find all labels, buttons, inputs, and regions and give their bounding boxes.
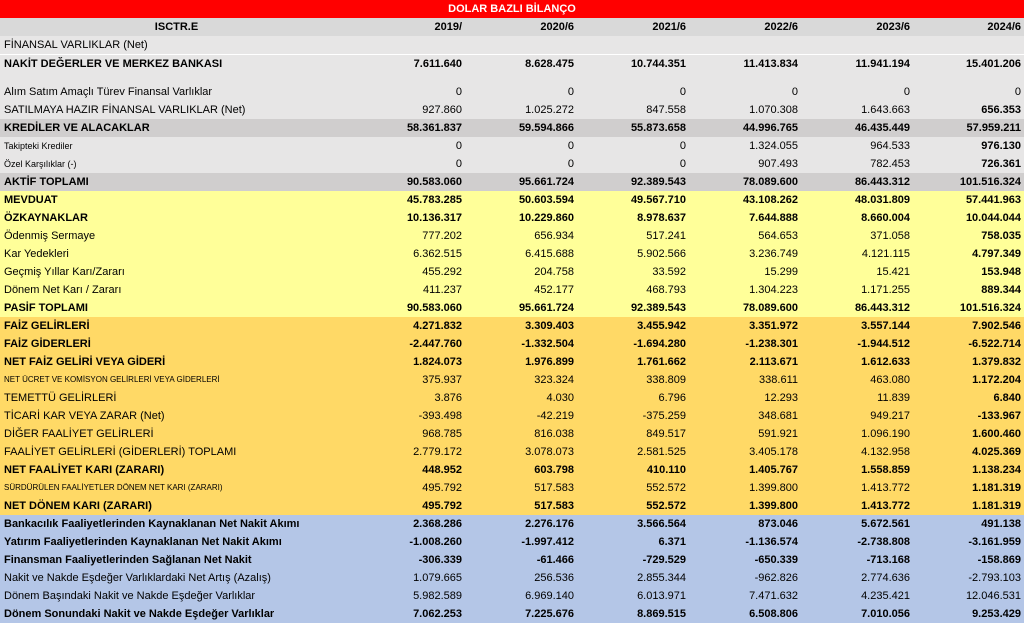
value-cell: 6.796: [658, 392, 686, 404]
value-cell: 1.181.319: [972, 482, 1021, 494]
table-row: [0, 281, 1024, 299]
row-label: Alım Satım Amaçlı Türev Finansal Varlıklar: [4, 86, 213, 98]
value-cell: [463, 36, 574, 54]
row-label: AKTİF TOPLAMI: [4, 176, 89, 188]
table-row: [0, 443, 1024, 461]
value-cell: 12.293: [764, 392, 798, 404]
value-cell: -2.793.103: [968, 572, 1021, 584]
value-cell: 6.362.515: [413, 248, 462, 260]
table-row: [0, 425, 1024, 443]
value-cell: 10.136.317: [406, 212, 462, 224]
value-cell: 2.113.671: [749, 356, 798, 368]
value-cell: 57.959.211: [966, 122, 1021, 134]
row-label: NET DÖNEM KARI (ZARARI): [4, 500, 152, 512]
value-cell: 1.761.662: [637, 356, 686, 368]
value-cell: 1.025.272: [525, 104, 574, 116]
value-cell: 495.792: [422, 482, 462, 494]
value-cell: 410.110: [646, 464, 686, 476]
value-cell: 847.558: [646, 104, 686, 116]
value-cell: 90.583.060: [406, 176, 462, 188]
value-cell: 517.583: [534, 500, 574, 512]
value-cell: 495.792: [422, 500, 462, 512]
value-cell: -1.238.301: [745, 338, 798, 350]
value-cell: -306.339: [418, 554, 462, 566]
value-cell: 338.611: [759, 374, 798, 386]
value-cell: 6.371: [658, 536, 686, 548]
table-row: [0, 155, 1024, 173]
table-row: [0, 137, 1024, 155]
row-label: Takipteki Krediler: [4, 141, 73, 151]
value-cell: 10.229.860: [518, 212, 574, 224]
value-cell: -650.339: [754, 554, 798, 566]
value-cell: 1.413.772: [861, 500, 910, 512]
value-cell: 7.062.253: [413, 608, 462, 620]
value-cell: 591.921: [758, 428, 798, 440]
value-cell: 1.172.204: [972, 374, 1021, 386]
row-label: SATILMAYA HAZIR FİNANSAL VARLIKLAR (Net): [4, 104, 246, 116]
value-cell: -1.136.574: [745, 536, 798, 548]
table-row: [0, 551, 1024, 569]
table-row: [0, 389, 1024, 407]
value-cell: 968.785: [422, 428, 462, 440]
row-label: NET FAALİYET KARI (ZARARI): [4, 464, 165, 476]
value-cell: -1.997.412: [521, 536, 574, 548]
value-cell: -158.869: [977, 554, 1021, 566]
value-cell: 1.976.899: [525, 356, 574, 368]
value-cell: -61.466: [536, 554, 574, 566]
table-row: [0, 36, 1024, 54]
value-cell: 78.089.600: [742, 176, 798, 188]
value-cell: 976.130: [981, 140, 1021, 152]
table-row: [0, 605, 1024, 623]
row-label: NET ÜCRET VE KOMİSYON GELİRLERİ VEYA GİDERLERİ: [4, 375, 220, 384]
value-cell: 12.046.531: [965, 590, 1021, 602]
table-row: [0, 101, 1024, 119]
value-cell: 92.389.543: [630, 302, 686, 314]
value-cell: 10.044.044: [965, 212, 1021, 224]
row-label: [4, 73, 349, 83]
year-header: 2023/6: [876, 21, 910, 33]
value-cell: 55.873.658: [630, 122, 686, 134]
value-cell: 6.508.806: [749, 608, 798, 620]
value-cell: 101.516.324: [959, 302, 1021, 314]
table-row: [0, 209, 1024, 227]
value-cell: 48.031.809: [854, 194, 910, 206]
value-cell: 5.672.561: [861, 518, 910, 530]
value-cell: 0: [679, 86, 686, 98]
value-cell: 552.572: [646, 500, 686, 512]
table-row: [0, 587, 1024, 605]
value-cell: 4.030: [546, 392, 574, 404]
row-label: Kar Yedekleri: [4, 248, 69, 260]
row-label: ÖZKAYNAKLAR: [4, 212, 88, 224]
value-cell: 0: [455, 158, 462, 170]
value-cell: -3.161.959: [968, 536, 1021, 548]
value-cell: 907.493: [758, 158, 798, 170]
year-header: 2020/6: [540, 21, 574, 33]
value-cell: [463, 73, 574, 83]
value-cell: 1.324.055: [749, 140, 798, 152]
value-cell: 517.241: [646, 230, 686, 242]
value-cell: 95.661.724: [518, 176, 574, 188]
value-cell: 517.583: [534, 482, 574, 494]
value-cell: 1.079.665: [413, 572, 462, 584]
value-cell: 1.070.308: [749, 104, 798, 116]
value-cell: 3.236.749: [749, 248, 798, 260]
value-cell: 8.869.515: [637, 608, 686, 620]
value-cell: 44.996.765: [742, 122, 798, 134]
value-cell: -1.694.280: [633, 338, 686, 350]
row-label: KREDİLER VE ALACAKLAR: [4, 122, 150, 134]
value-cell: [575, 73, 686, 83]
value-cell: 1.600.460: [972, 428, 1021, 440]
table-row: [0, 569, 1024, 587]
value-cell: 8.628.475: [525, 58, 574, 70]
value-cell: 463.080: [870, 374, 910, 386]
value-cell: 1.612.633: [861, 356, 910, 368]
value-cell: 4.121.115: [861, 248, 910, 260]
value-cell: 11.941.194: [855, 58, 910, 70]
value-cell: 9.253.429: [972, 608, 1021, 620]
value-cell: 0: [567, 140, 574, 152]
row-label: FİNANSAL VARLIKLAR (Net): [4, 39, 148, 51]
value-cell: 726.361: [981, 158, 1021, 170]
value-cell: [799, 73, 910, 83]
value-cell: 1.643.663: [861, 104, 910, 116]
value-cell: 4.132.958: [861, 446, 910, 458]
table-row: [0, 263, 1024, 281]
value-cell: 491.138: [981, 518, 1021, 530]
value-cell: [350, 73, 462, 83]
value-cell: 777.202: [422, 230, 462, 242]
row-label: TEMETTÜ GELİRLERİ: [4, 392, 117, 404]
value-cell: -6.522.714: [968, 338, 1021, 350]
value-cell: 43.108.262: [742, 194, 798, 206]
value-cell: 92.389.543: [630, 176, 686, 188]
row-label: Finansman Faaliyetlerinden Sağlanan Net Nakit: [4, 554, 252, 566]
row-label: TİCARİ KAR VEYA ZARAR (Net): [4, 410, 165, 422]
value-cell: 411.237: [423, 284, 462, 296]
value-cell: [911, 73, 1021, 83]
value-cell: 5.902.566: [637, 248, 686, 260]
value-cell: 873.046: [758, 518, 798, 530]
value-cell: 5.982.589: [413, 590, 462, 602]
value-cell: 2.276.176: [525, 518, 574, 530]
value-cell: 10.744.351: [630, 58, 686, 70]
row-label: Yatırım Faaliyetlerinden Kaynaklanan Net Nakit Akımı: [4, 536, 282, 548]
table-row: [0, 83, 1024, 101]
value-cell: 1.399.800: [749, 500, 798, 512]
value-cell: 782.453: [870, 158, 910, 170]
value-cell: 45.783.285: [406, 194, 462, 206]
value-cell: -1.944.512: [857, 338, 910, 350]
table-row: [0, 227, 1024, 245]
value-cell: 50.603.594: [518, 194, 574, 206]
value-cell: 2.368.286: [413, 518, 462, 530]
value-cell: 656.353: [981, 104, 1021, 116]
value-cell: 371.058: [870, 230, 910, 242]
value-cell: 15.421: [876, 266, 910, 278]
table-row: [0, 407, 1024, 425]
value-cell: -2.447.760: [409, 338, 462, 350]
value-cell: 1.405.767: [749, 464, 798, 476]
table-row: [0, 353, 1024, 371]
value-cell: 33.592: [652, 266, 686, 278]
row-label: NET FAİZ GELİRİ VEYA GİDERİ: [4, 356, 166, 368]
value-cell: 256.536: [534, 572, 574, 584]
value-cell: [911, 36, 1021, 54]
value-cell: 2.855.344: [637, 572, 686, 584]
value-cell: 101.516.324: [959, 176, 1021, 188]
value-cell: -133.967: [977, 410, 1021, 422]
value-cell: -2.738.808: [857, 536, 910, 548]
row-label: FAALİYET GELİRLERİ (GİDERLERİ) TOPLAMI: [4, 446, 237, 458]
value-cell: 8.978.637: [637, 212, 686, 224]
value-cell: 0: [679, 158, 686, 170]
value-cell: 964.533: [870, 140, 910, 152]
ticker-header: ISCTR.E: [154, 21, 199, 33]
value-cell: 46.435.449: [854, 122, 910, 134]
value-cell: 153.948: [981, 266, 1021, 278]
value-cell: 49.567.710: [630, 194, 686, 206]
row-label: FAİZ GELİRLERİ: [4, 320, 90, 332]
value-cell: 3.405.178: [749, 446, 798, 458]
value-cell: 849.517: [646, 428, 686, 440]
year-header: 2024/6: [987, 21, 1021, 33]
value-cell: 4.235.421: [861, 590, 910, 602]
table-row: [0, 55, 1024, 73]
value-cell: 0: [679, 140, 686, 152]
value-cell: -713.168: [866, 554, 910, 566]
table-row: [0, 533, 1024, 551]
value-cell: 7.010.056: [861, 608, 910, 620]
value-cell: 7.644.888: [749, 212, 798, 224]
value-cell: -962.826: [754, 572, 798, 584]
row-label: MEVDUAT: [4, 194, 58, 206]
value-cell: 1.379.832: [972, 356, 1021, 368]
value-cell: 1.171.255: [861, 284, 910, 296]
value-cell: 58.361.837: [406, 122, 462, 134]
row-label: Bankacılık Faaliyetlerinden Kaynaklanan Net Nakit Akımı: [4, 518, 300, 530]
row-label: Dönem Net Karı / Zararı: [4, 284, 122, 296]
row-label: NAKİT DEĞERLER VE MERKEZ BANKASI: [4, 58, 223, 70]
table-row: [0, 299, 1024, 317]
row-label: Dönem Başındaki Nakit ve Nakde Eşdeğer Varlıklar: [4, 590, 256, 602]
value-cell: 1.413.772: [861, 482, 910, 494]
value-cell: 11.413.834: [743, 58, 798, 70]
value-cell: 0: [567, 158, 574, 170]
value-cell: 348.681: [758, 410, 798, 422]
value-cell: 0: [455, 140, 462, 152]
row-label: SÜRDÜRÜLEN FAALİYETLER DÖNEM NET KARI (ZARARI): [4, 483, 223, 492]
value-cell: 3.566.564: [637, 518, 686, 530]
value-cell: 3.557.144: [861, 320, 910, 332]
value-cell: 949.217: [870, 410, 910, 422]
value-cell: 57.441.963: [965, 194, 1021, 206]
value-cell: 552.572: [646, 482, 686, 494]
value-cell: -729.529: [642, 554, 686, 566]
value-cell: 6.840: [993, 392, 1021, 404]
value-cell: 0: [1014, 86, 1021, 98]
value-cell: 1.558.859: [861, 464, 910, 476]
value-cell: -375.259: [642, 410, 686, 422]
value-cell: 0: [455, 86, 462, 98]
year-header: 2019/: [434, 21, 462, 33]
value-cell: 7.225.676: [525, 608, 574, 620]
table-row: [0, 191, 1024, 209]
value-cell: [687, 73, 798, 83]
sheet-title: DOLAR BAZLI BİLANÇO: [0, 0, 1024, 18]
value-cell: 8.660.004: [861, 212, 910, 224]
value-cell: 1.304.223: [749, 284, 798, 296]
table-row: [0, 73, 1024, 83]
value-cell: 816.038: [534, 428, 574, 440]
value-cell: 927.860: [422, 104, 462, 116]
value-cell: 0: [567, 86, 574, 98]
value-cell: -1.332.504: [521, 338, 574, 350]
value-cell: 1.138.234: [972, 464, 1021, 476]
row-label: PASİF TOPLAMI: [4, 302, 88, 314]
value-cell: 7.611.640: [413, 58, 462, 70]
value-cell: 2.581.525: [637, 446, 686, 458]
value-cell: 375.937: [422, 374, 462, 386]
value-cell: 3.351.972: [749, 320, 798, 332]
value-cell: 7.471.632: [749, 590, 798, 602]
row-label: DİĞER FAALİYET GELİRLERİ: [4, 428, 154, 440]
value-cell: 4.797.349: [972, 248, 1021, 260]
value-cell: 15.299: [764, 266, 798, 278]
table-row: [0, 497, 1024, 515]
value-cell: 0: [791, 86, 798, 98]
column-header-row: [0, 18, 1024, 37]
table-row: [0, 317, 1024, 335]
value-cell: 86.443.312: [854, 302, 910, 314]
row-label: Ödenmiş Sermaye: [4, 230, 96, 242]
table-row: [0, 335, 1024, 353]
value-cell: 90.583.060: [406, 302, 462, 314]
value-cell: 4.025.369: [972, 446, 1021, 458]
value-cell: [575, 36, 686, 54]
value-cell: 468.793: [646, 284, 686, 296]
value-cell: 3.078.073: [525, 446, 574, 458]
year-header: 2021/6: [652, 21, 686, 33]
value-cell: 95.661.724: [518, 302, 574, 314]
row-label: Özel Karşılıklar (-): [4, 159, 77, 169]
value-cell: 656.934: [534, 230, 574, 242]
value-cell: 338.809: [646, 374, 686, 386]
value-cell: 78.089.600: [742, 302, 798, 314]
value-cell: 86.443.312: [854, 176, 910, 188]
value-cell: 455.292: [422, 266, 462, 278]
value-cell: 0: [903, 86, 910, 98]
table-row: [0, 479, 1024, 497]
table-row: [0, 515, 1024, 533]
value-cell: 3.455.942: [637, 320, 686, 332]
row-label: Dönem Sonundaki Nakit ve Nakde Eşdeğer Varlıklar: [4, 608, 275, 620]
value-cell: 758.035: [981, 230, 1021, 242]
table-row: [0, 461, 1024, 479]
value-cell: 2.779.172: [413, 446, 462, 458]
value-cell: 603.798: [534, 464, 574, 476]
value-cell: -393.498: [418, 410, 462, 422]
value-cell: 1.824.073: [413, 356, 462, 368]
value-cell: 7.902.546: [972, 320, 1021, 332]
year-header: 2022/6: [764, 21, 798, 33]
value-cell: 59.594.866: [518, 122, 574, 134]
table-row: [0, 245, 1024, 263]
value-cell: 4.271.832: [413, 320, 462, 332]
value-cell: -42.219: [536, 410, 574, 422]
value-cell: -1.008.260: [409, 536, 462, 548]
table-row: [0, 173, 1024, 191]
value-cell: 2.774.636: [861, 572, 910, 584]
row-label: Nakit ve Nakde Eşdeğer Varlıklardaki Net Artış (Azalış): [4, 572, 271, 584]
value-cell: [687, 36, 798, 54]
value-cell: 1.181.319: [972, 500, 1021, 512]
value-cell: 6.013.971: [637, 590, 686, 602]
table-row: [0, 371, 1024, 389]
value-cell: 6.415.688: [525, 248, 574, 260]
value-cell: 564.653: [758, 230, 798, 242]
row-label: FAİZ GİDERLERİ: [4, 338, 91, 350]
table-row: [0, 119, 1024, 137]
value-cell: 6.969.140: [525, 590, 574, 602]
value-cell: 889.344: [981, 284, 1021, 296]
value-cell: [799, 36, 910, 54]
value-cell: 3.309.403: [525, 320, 574, 332]
value-cell: [350, 36, 462, 54]
value-cell: 452.177: [534, 284, 574, 296]
value-cell: 448.952: [422, 464, 462, 476]
value-cell: 3.876: [434, 392, 462, 404]
value-cell: 1.096.190: [861, 428, 910, 440]
value-cell: 204.758: [534, 266, 574, 278]
value-cell: 323.324: [534, 374, 574, 386]
value-cell: 1.399.800: [749, 482, 798, 494]
row-label: Geçmiş Yıllar Karı/Zararı: [4, 266, 125, 278]
value-cell: 11.839: [877, 392, 910, 404]
value-cell: 15.401.206: [965, 58, 1021, 70]
